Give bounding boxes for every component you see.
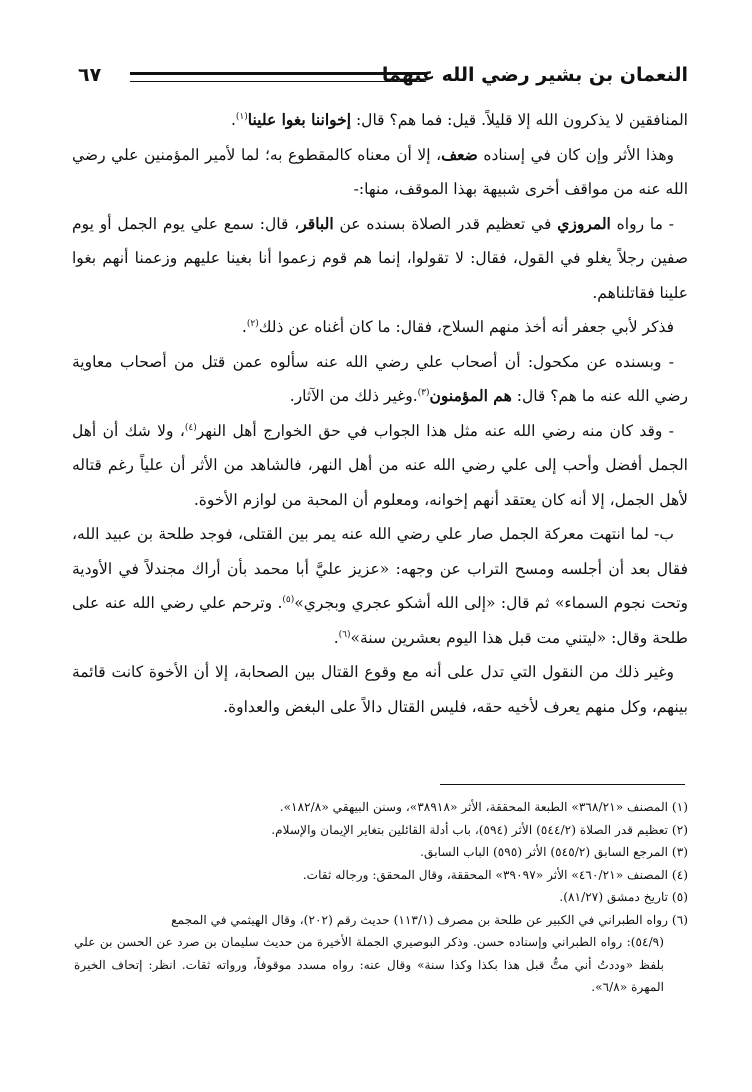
chapter-title: النعمان بن بشير رضي الله عنهما <box>381 64 688 86</box>
paragraph: فذكر لأبي جعفر أنه أخذ منهم السلاح، فقال: ما كان أغناه عن ذلك$^{(٢)}$. <box>241 318 674 336</box>
text-run: - ما رواه <box>610 214 674 233</box>
paragraph <box>72 345 688 414</box>
page-number: ٦٧ <box>78 64 102 86</box>
footnote-ref[interactable]: (١) <box>235 111 248 122</box>
paragraph <box>72 655 688 724</box>
text-run: ، قال: سمع علي يوم الجمل أو يوم صفين رجلاً يغلو في القول، فقال: لا تقولوا، إنما هم قوم زعموا أنا بغينا عليهم وزعمنا أنهم بغوا علينا فقاتلناهم. <box>72 214 688 302</box>
text-run: ب- لما انتهت معركة الجمل صار علي رضي الله عنه يمر بين القتلى، فوجد طلحة بن عبيد الله، فقال بعد أن أجلسه ومسح التراب عن وجهه: «عزيز عليَّ أبا محمد بأن أراك مجندلاً في الأودية وتحت نجوم السماء» ثم قال: «إلى الله أشكو عجري وبجري» <box>72 525 688 612</box>
text-run: المنافقين لا يذكرون الله إلا قليلاً. قيل: فما هم؟ قال: <box>351 111 688 129</box>
running-header <box>78 60 688 94</box>
text-run: فذكر لأبي جعفر أنه أخذ منهم السلاح، فقال: ما كان أغناه عن ذلك <box>258 318 674 336</box>
text-run: - وبسنده عن مكحول: أن أصحاب علي رضي الله عنه سألوه عمن قتل من أصحاب معاوية رضي الله عنه ما هم؟ قال: <box>72 352 688 405</box>
footnote-6-continued: (٥٤/٩): رواه الطبراني وإسناده حسن. وذكر البوصيري الجملة الأخيرة من حديث سليمان بن صرد عن الحسن بن علي بلفظ «وددتُ أني متُّ قبل هذا بكذا وكذا سنة» وقال عنه: رواه مسدد موقوفاً، ورواته ثقات. انظر: إتحاف الخيرة المهرة «٦/٨». <box>74 935 664 994</box>
text-run: وهذا الأثر وإن كان في إسناده <box>477 145 674 164</box>
text-run: . <box>333 628 339 647</box>
footnote-4: (٤) المصنف «٤٦٠/٢١» الأثر «٣٩٠٩٧» المحققة، وقال المحقق: ورجاله ثقات. <box>302 867 688 882</box>
footnote-2: (٢) تعظيم قدر الصلاة (٥٤٤/٢) الأثر (٥٩٤)، باب أدلة القائلين بتغاير الإيمان والإسلام. <box>271 822 688 837</box>
bold-quote: إخواننا بغوا علينا <box>247 110 352 129</box>
footnote-ref[interactable]: (٦) <box>338 629 351 640</box>
text-run: ، ولا شك أن أهل الجمل أفضل وأحب إلى علي رضي الله عنه من أهل النهر، فالشاهد من الأثر أن علياً رغم قتاله لأهل الجمل، إلا أنه كان يعتقد أنهم إخوانه، ومعلوم أن المحبة من لوازم الأخوة. <box>72 421 688 509</box>
main-text <box>72 103 688 724</box>
paragraph <box>72 517 688 655</box>
footnote-1: (١) المصنف «٣٦٨/٢١» الطبعة المحققة، الأثر «٣٨٩١٨»، وسنن البيهقي «١٨٢/٨». <box>279 800 688 814</box>
bold-name: الباقر <box>299 213 334 233</box>
header-double-rule <box>130 72 426 82</box>
text-run: - وقد كان منه رضي الله عنه مثل هذا الجواب في حق الخوارج أهل النهر <box>196 421 674 440</box>
paragraph <box>72 138 688 207</box>
footnote-ref[interactable]: (٥) <box>282 594 295 605</box>
text-run: . وترحم علي رضي الله عنه على طلحة وقال: «ليتني مت قبل هذا اليوم بعشرين سنة» <box>72 594 688 647</box>
text-run: ، إلا أن معناه كالمقطوع به؛ لما لأمير المؤمنين علي رضي الله عنه من مواقف أخرى شبيهة بهذا الموقف، منها:- <box>72 145 688 198</box>
text-run: .وغير ذلك من الآثار. <box>289 387 418 405</box>
footnote-ref[interactable]: (٢) <box>246 318 259 329</box>
bold-quote: هم المؤمنون <box>429 386 512 405</box>
footnote-6: (٦) رواه الطبراني في الكبير عن طلحة بن مصرف (١١٣/١) حديث رقم (٢٠٢)، وقال الهيثمي في المجمع <box>171 912 688 927</box>
footnote-5: (٥) تاريخ دمشق (٨١/٢٧). <box>559 890 688 904</box>
bold-term: ضعف <box>441 144 478 164</box>
footnote-separator <box>440 784 685 785</box>
footnote-ref[interactable]: (٤) <box>184 422 197 433</box>
bold-name: المروزي <box>557 213 611 233</box>
footnote-3: (٣) المرجع السابق (٥٤٥/٢) الأثر (٥٩٥) الباب السابق. <box>420 845 688 859</box>
paragraph <box>72 207 688 311</box>
paragraph: المنافقين لا يذكرون الله إلا قليلاً. قيل: فما هم؟ قال: إخواننا بغوا علينا$^{(١)}$. <box>230 110 688 129</box>
text-run: في تعظيم قدر الصلاة بسنده عن <box>333 214 558 233</box>
footnotes <box>74 796 688 999</box>
text-run: وغير ذلك من النقول التي تدل على أنه مع وقوع القتال بين الصحابة، إلا أن الأخوة كانت قائمة بينهم، وكل منهم يعرف لأخيه حقه، فليس القتال دالاً على البغض والعداوة. <box>72 663 688 716</box>
paragraph <box>72 414 688 518</box>
footnote-ref[interactable]: (٣) <box>417 387 430 398</box>
